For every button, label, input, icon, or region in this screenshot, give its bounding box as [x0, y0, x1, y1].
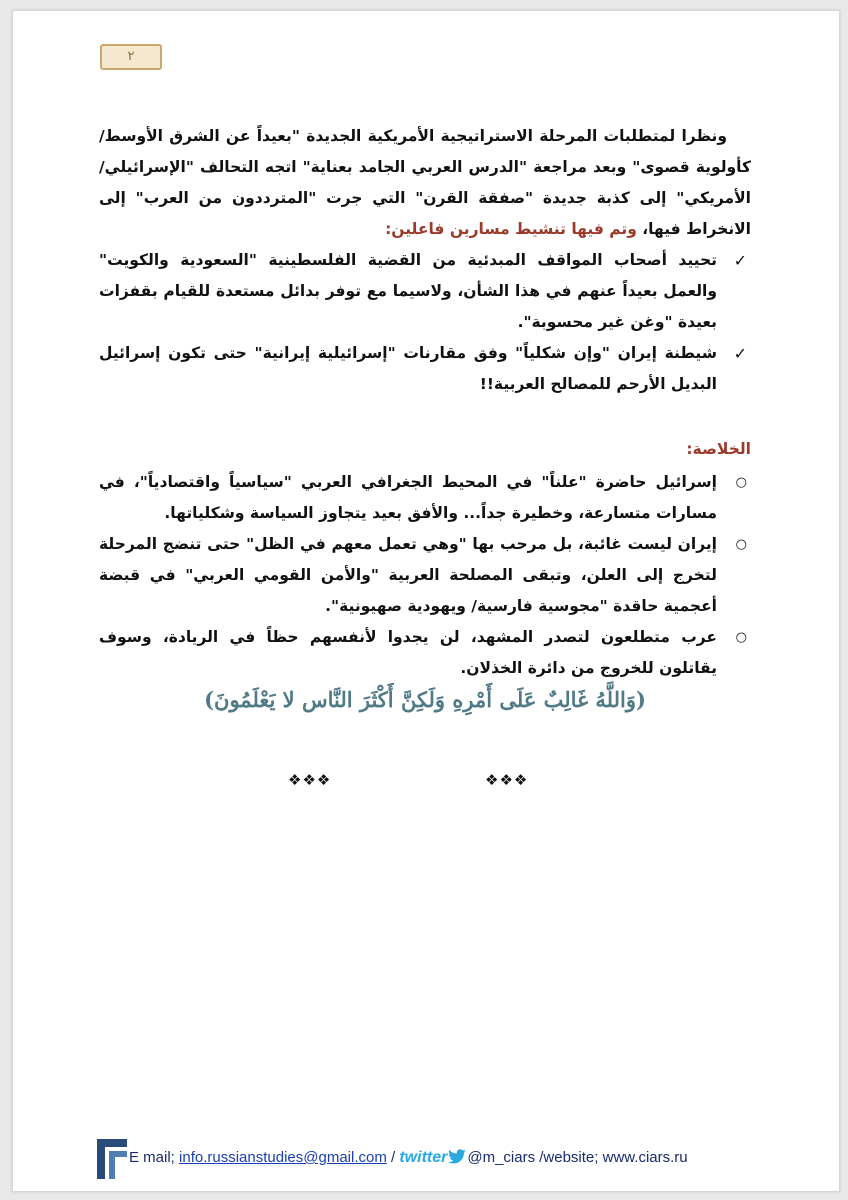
list-item-text: شيطنة إيران "وإن شكلياً" وفق مقارنات "إسرائيلية إيرانية" حتى تكون إسرائيل البديل الأرحم للمصالح العربية!!	[99, 344, 717, 393]
quran-verse: (وَاللَّهُ غَالِبٌ عَلَى أَمْرِهِ وَلَكِنَّ أَكْثَرَ النَّاس لا يَعْلَمُونَ)	[204, 687, 646, 712]
twitter-wordmark: twitter	[399, 1149, 448, 1166]
checkmark-icon: ✓	[733, 344, 747, 363]
list-item-text: إسرائيل حاضرة "علناً" في المحيط الجغرافي العربي "سياسياً واقتصادياً"، في مسارات متسارعة، وخطيرة جداً... والأفق بعيد يتجاوز السياسة وشكلياتها.	[99, 473, 717, 522]
circle-bullet-icon: ○	[735, 630, 747, 645]
list-item-text: تحييد أصحاب المواقف المبدئية من القضية الفلسطينية "السعودية والكويت" والعمل بعيداً عنهم في هذا الشأن، ولاسيما مع توفر بدائل مستعدة للقيام بقفزات بعيدة "وغن غير محسوبة".	[99, 251, 717, 331]
list-item	[99, 467, 751, 529]
page-number-badge: ٢	[100, 44, 162, 70]
ciars-logo-icon	[95, 1137, 129, 1181]
footer-contact-line	[129, 1149, 688, 1167]
email-link[interactable]: info.russianstudies@gmail.com	[179, 1149, 387, 1166]
email-label: E mail;	[129, 1149, 180, 1166]
summary-heading: الخلاصة:	[686, 440, 751, 458]
intro-paragraph	[99, 121, 751, 245]
twitter-bird-icon	[447, 1149, 467, 1165]
circle-bullet-icon: ○	[735, 475, 747, 490]
list-item	[99, 245, 751, 338]
ornament-left: ❖❖❖	[288, 771, 332, 789]
summary-list	[99, 467, 751, 684]
tracks-list	[99, 245, 751, 400]
list-item	[99, 622, 751, 684]
intro-highlight: وتم فيها تنشيط مسارين فاعلين:	[385, 220, 637, 238]
intro-text: ونظرا لمتطلبات المرحلة الاستراتيجية الأمريكية الجديدة "بعيداً عن الشرق الأوسط/كأولوية قصوى" وبعد مراجعة "الدرس العربي الجامد بعناية" اتجه التحالف "الإسرائيلي/الأمريكي" إلى كذبة جديدة "صفقة القرن" التي جرت "المترددون من العرب" إلى الانخراط فيها،	[99, 127, 751, 238]
twitter-handle-and-website: @m_ciars /website; www.ciars.ru	[467, 1149, 688, 1166]
footer	[95, 1133, 775, 1183]
document-body	[99, 121, 751, 684]
document-page	[12, 10, 840, 1192]
list-item	[99, 338, 751, 400]
checkmark-icon: ✓	[733, 251, 747, 270]
footer-separator: /	[386, 1149, 400, 1166]
list-item	[99, 529, 751, 622]
ornament-right: ❖❖❖	[485, 771, 529, 789]
list-item-text: عرب متطلعون لتصدر المشهد، لن يجدوا لأنفسهم حظاً في الريادة، وسوف يقاتلون للخروج من دائرة الخذلان.	[99, 628, 717, 677]
list-item-text: إيران ليست غائبة، بل مرحب بها "وهي تعمل معهم في الظل" حتى تنضج المرحلة لتخرج إلى العلن، وتبقى المصلحة العربية "والأمن القومي العربي" في قبضة أعجمية حاقدة "مجوسية فارسية/ ويهودية صهيونية".	[99, 535, 717, 615]
circle-bullet-icon: ○	[735, 537, 747, 552]
